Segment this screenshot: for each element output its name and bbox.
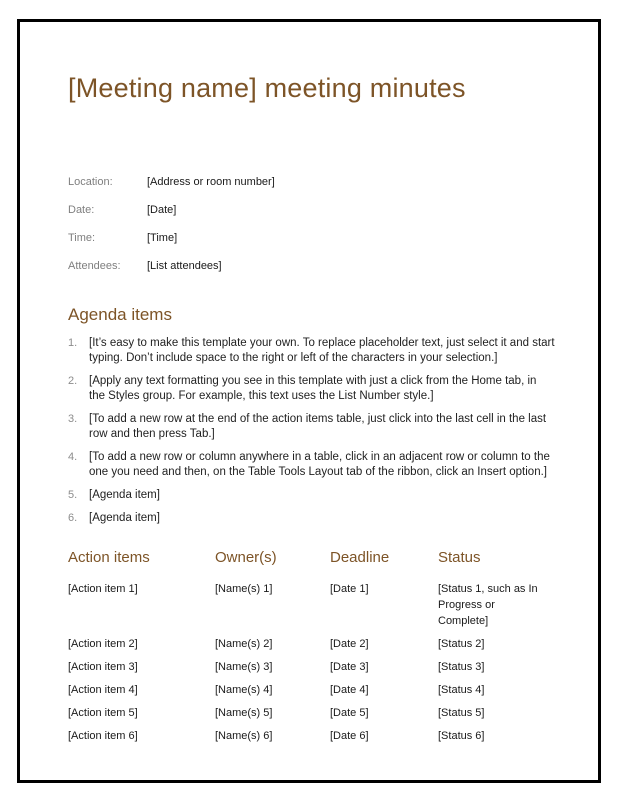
cell-deadline: [Date 2] (330, 638, 369, 650)
agenda-item-number: 6. (68, 512, 78, 524)
cell-status: [Status 5] (438, 707, 485, 719)
cell-deadline: [Date 6] (330, 730, 369, 742)
cell-deadline: [Date 5] (330, 707, 369, 719)
agenda-item (68, 374, 556, 404)
table-row (68, 581, 556, 636)
cell-status: [Status 3] (438, 661, 485, 673)
agenda-item-text: [To add a new row at the end of the action items table, just click into the last cell in the last row and then press Tab.] (89, 413, 547, 440)
cell-owner: [Name(s) 1] (215, 583, 273, 595)
meta-label: Attendees: (68, 260, 121, 272)
agenda-item (68, 412, 556, 442)
meta-label: Date: (68, 204, 95, 216)
agenda-item (68, 511, 556, 526)
cell-deadline: [Date 3] (330, 661, 369, 673)
column-header-owners: Owner(s) (215, 549, 277, 566)
meta-value: [Address or room number] (147, 176, 275, 188)
agenda-item-text: [It’s easy to make this template your own. To replace placeholder text, just select it and start typing. Don’t include space to the right or left of the characters in your selection.] (89, 337, 555, 364)
agenda-heading: Agenda items (68, 305, 172, 324)
cell-deadline: [Date 1] (330, 583, 369, 595)
agenda-list (68, 336, 556, 526)
cell-owner: [Name(s) 6] (215, 730, 273, 742)
agenda-item (68, 450, 556, 480)
cell-status: [Status 2] (438, 638, 485, 650)
action-table-header-row (68, 548, 556, 581)
agenda-item (68, 336, 556, 366)
meta-label: Time: (68, 232, 96, 244)
column-header-status: Status (438, 549, 481, 566)
agenda-item-number: 2. (68, 375, 78, 387)
meta-value: [Date] (147, 204, 177, 216)
cell-owner: [Name(s) 2] (215, 638, 273, 650)
meta-row-attendees (68, 260, 556, 273)
agenda-item-number: 5. (68, 489, 78, 501)
cell-action-item: [Action item 2] (68, 638, 138, 650)
column-header-deadline: Deadline (330, 549, 390, 566)
agenda-item-text: [Apply any text formatting you see in this template with just a click from the Home tab, in the Styles group. For example, this text uses the List Number style.] (89, 375, 537, 402)
cell-owner: [Name(s) 4] (215, 684, 273, 696)
document-title: [Meeting name] meeting minutes (68, 73, 466, 103)
cell-owner: [Name(s) 5] (215, 707, 273, 719)
table-row (68, 728, 556, 751)
meta-value: [List attendees] (147, 260, 222, 272)
cell-status: [Status 4] (438, 684, 485, 696)
column-header-action-items: Action items (68, 549, 150, 566)
meta-label: Location: (68, 176, 113, 188)
meta-row-time (68, 232, 556, 245)
cell-action-item: [Action item 5] (68, 707, 138, 719)
cell-action-item: [Action item 3] (68, 661, 138, 673)
cell-deadline: [Date 4] (330, 684, 369, 696)
cell-action-item: [Action item 1] (68, 583, 138, 595)
cell-action-item: [Action item 6] (68, 730, 138, 742)
agenda-item (68, 488, 556, 503)
meta-value: [Time] (147, 232, 178, 244)
meeting-meta-section (68, 176, 556, 273)
meta-row-location (68, 176, 556, 189)
cell-owner: [Name(s) 3] (215, 661, 273, 673)
agenda-item-number: 1. (68, 337, 78, 349)
agenda-item-text: [Agenda item] (89, 489, 160, 501)
cell-action-item: [Action item 4] (68, 684, 138, 696)
document-page (17, 19, 601, 783)
table-row (68, 705, 556, 728)
agenda-item-number: 4. (68, 451, 78, 463)
cell-status: [Status 1, such as In Progress or Complete] (438, 583, 538, 627)
agenda-item-text: [Agenda item] (89, 512, 160, 524)
cell-status: [Status 6] (438, 730, 485, 742)
agenda-item-text: [To add a new row or column anywhere in a table, click in an adjacent row or column to the one you need and then, on the Table Tools Layout tab of the ribbon, click an Insert option.] (89, 451, 550, 478)
action-items-table (68, 548, 556, 751)
meta-row-date (68, 204, 556, 217)
table-row (68, 682, 556, 705)
table-row (68, 636, 556, 659)
table-row (68, 659, 556, 682)
agenda-item-number: 3. (68, 413, 78, 425)
